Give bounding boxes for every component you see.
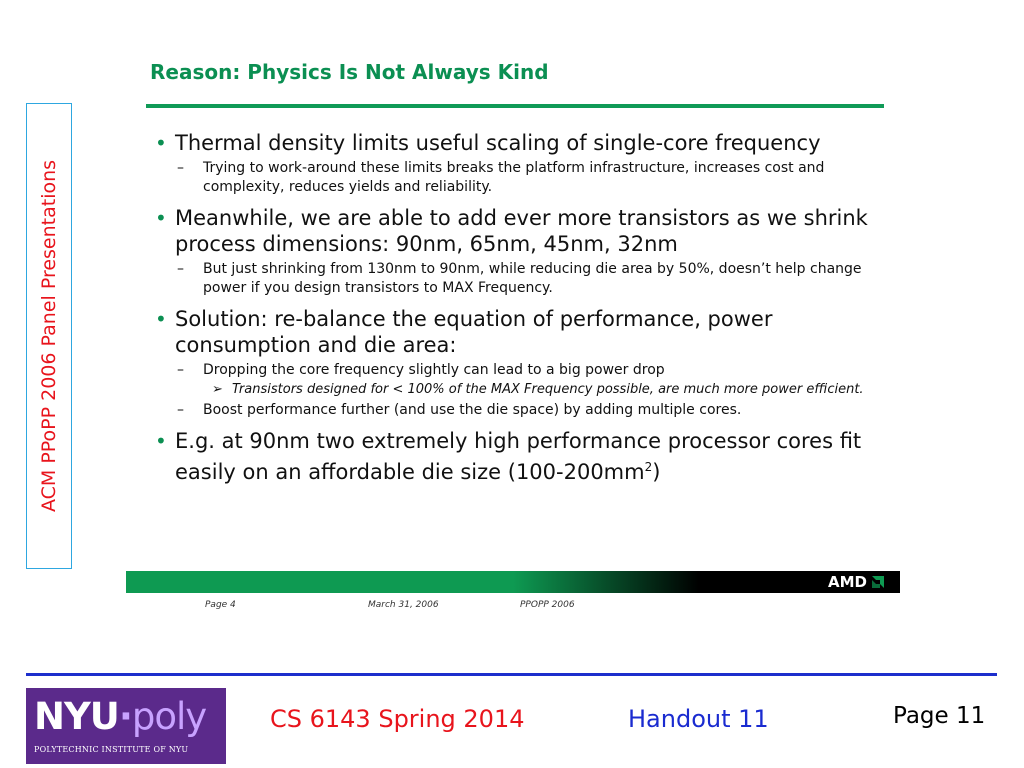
dash-icon: – (177, 362, 184, 378)
sub-bullet-3-2-text: Boost performance further (and use the die space) by adding multiple cores. (203, 402, 742, 418)
sub-bullet-3-1 (150, 361, 890, 380)
bullet-3 (150, 306, 890, 358)
bullet-2-text: Meanwhile, we are able to add ever more transistors as we shrink process dimensions: 90nm, 65nm, 45nm, 32nm (175, 206, 868, 256)
amd-logo (828, 573, 886, 591)
footer-divider (26, 673, 997, 676)
bullet-dot-icon: • (155, 206, 167, 230)
dash-icon: – (177, 261, 184, 277)
bullet-2 (150, 205, 890, 257)
slide-title: Reason: Physics Is Not Always Kind (150, 60, 549, 84)
sub-bullet-2-1 (150, 260, 890, 298)
bullet-4-text: E.g. at 90nm two extremely high performance processor cores fit easily on an affordable die size (100-200mm (175, 429, 862, 484)
dash-icon: – (177, 402, 184, 418)
bullet-dot-icon: • (155, 131, 167, 155)
title-divider (146, 104, 884, 108)
sub-bullet-3-1-text: Dropping the core frequency slightly can lead to a big power drop (203, 362, 665, 378)
sub-bullet-2-1-text: But just shrinking from 130nm to 90nm, while reducing die area by 50%, doesn’t help change power if you design transistors to MAX Frequency. (203, 261, 862, 296)
course-label: CS 6143 Spring 2014 (270, 705, 525, 733)
slide-footer-event: PPOPP 2006 (520, 600, 575, 610)
bullet-dot-icon: • (155, 429, 167, 453)
nyu-logo-poly: poly (131, 695, 207, 738)
sub-sub-bullet-text: Transistors designed for < 100% of the MAX Frequency possible, are much more power efficient. (232, 382, 864, 397)
sub-bullet-3-2 (150, 401, 890, 420)
bullet-dot-icon: • (155, 307, 167, 331)
bullet-1-text: Thermal density limits useful scaling of single-core frequency (175, 131, 821, 155)
arrow-bullet-icon: ➢ (212, 382, 223, 397)
nyu-logo-nyu: NYU (34, 695, 119, 738)
superscript-2: 2 (644, 460, 653, 474)
bullet-1 (150, 130, 890, 156)
nyu-logo-wordmark (34, 695, 206, 738)
slide-content (150, 122, 890, 485)
page-number: Page 11 (893, 703, 986, 729)
bullet-4-close-paren: ) (652, 460, 661, 484)
amd-logo-text: AMD (828, 573, 867, 591)
nyu-logo-dot: · (118, 695, 132, 738)
side-label-box (26, 103, 72, 569)
bullet-4 (150, 428, 890, 485)
sub-sub-bullet-3-1-1 (150, 381, 890, 398)
nyu-poly-logo (26, 688, 226, 764)
sub-bullet-1-1 (150, 159, 890, 197)
slide-footer-page: Page 4 (205, 600, 236, 610)
handout-label: Handout 11 (628, 705, 769, 733)
slide-footer-date: March 31, 2006 (368, 600, 439, 610)
bullet-3-text: Solution: re-balance the equation of performance, power consumption and die area: (175, 307, 773, 357)
nyu-logo-subtitle: POLYTECHNIC INSTITUTE OF NYU (34, 745, 189, 754)
amd-footer-bar (126, 571, 900, 593)
side-label-text: ACM PPoPP 2006 Panel Presentations (38, 159, 60, 513)
dash-icon: – (177, 160, 184, 176)
amd-arrow-icon (870, 574, 886, 590)
sub-bullet-1-1-text: Trying to work-around these limits breaks the platform infrastructure, increases cost and complexity, reduces yields and reliability. (203, 160, 825, 195)
